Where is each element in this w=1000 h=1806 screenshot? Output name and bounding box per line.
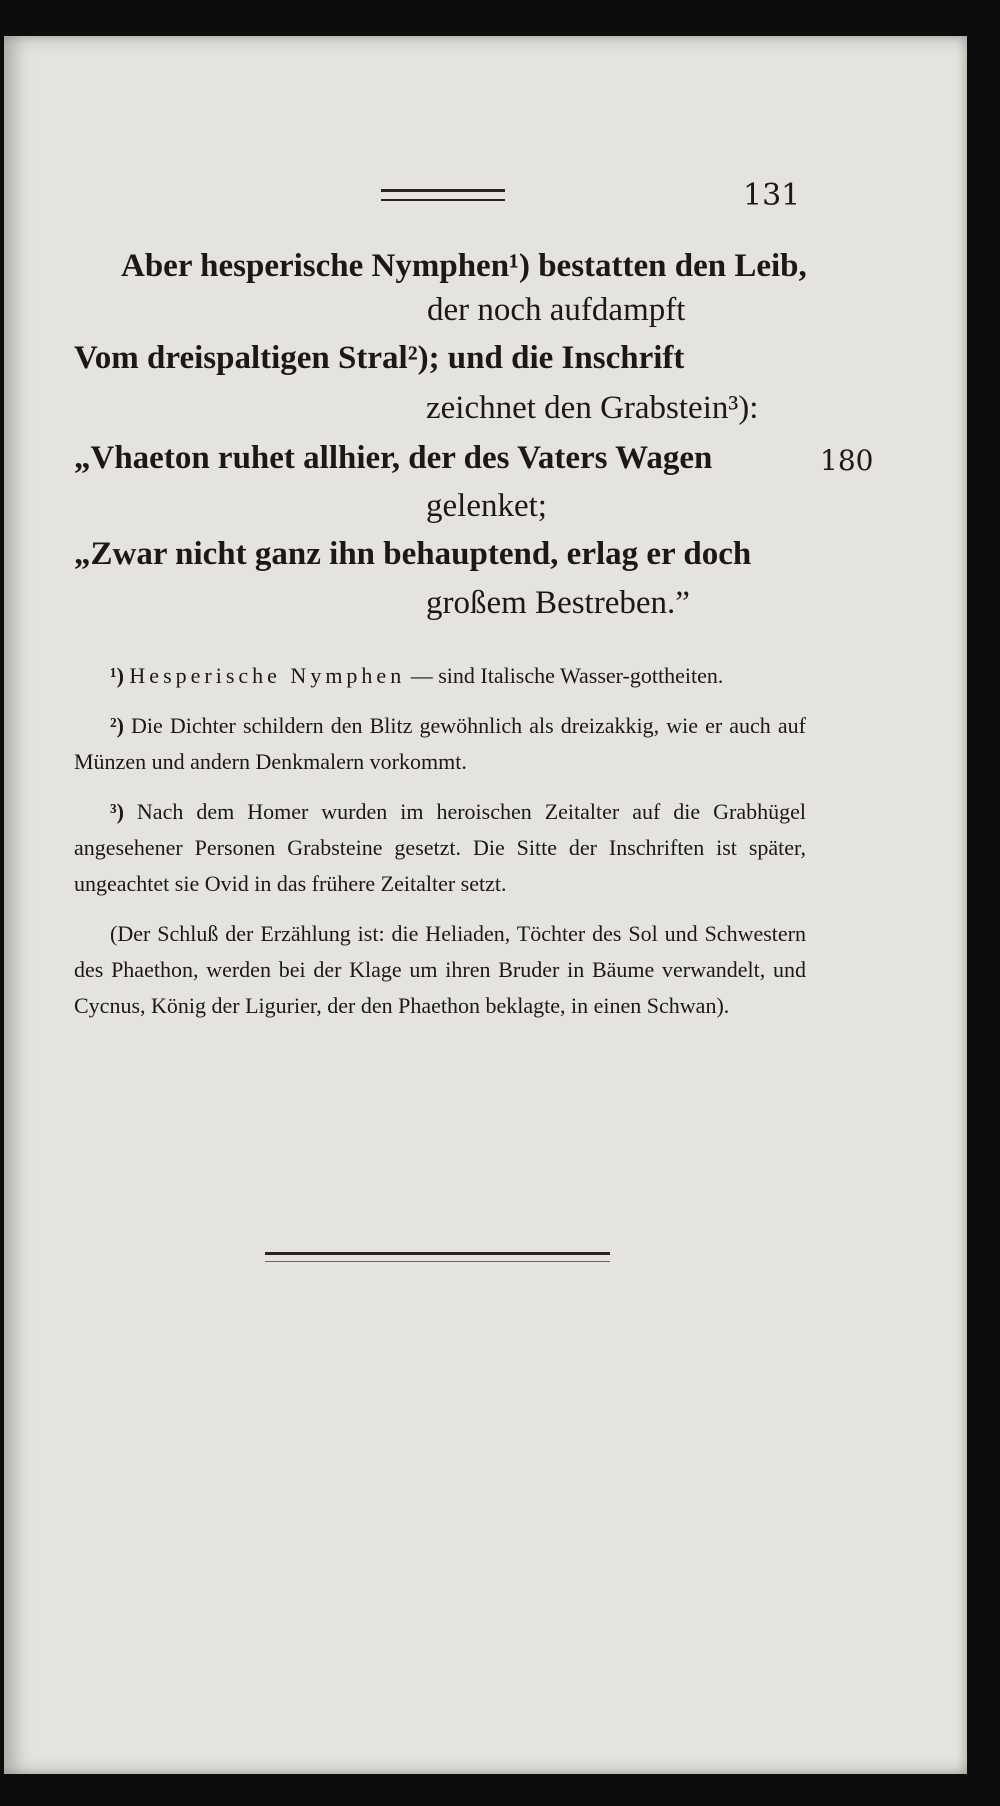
footnote-text: Die Dichter schildern den Blitz gewöhnlich als dreizakkig, wie er auch auf Münzen und andern Denkmalern vorkommt. xyxy=(74,713,806,774)
verse-line-1: Aber hesperische Nymphen¹) bestatten den Leib, xyxy=(121,248,807,284)
verse-line-2: der noch aufdampft xyxy=(427,292,686,328)
footnote-2 xyxy=(74,708,806,780)
header-rule xyxy=(381,189,505,201)
verse-line-6: gelenket; xyxy=(426,488,547,524)
footnote-mark: ³) xyxy=(110,799,124,824)
footnote-text: — sind Italische Wasser-gottheiten. xyxy=(410,663,724,688)
footnote-3 xyxy=(74,794,806,902)
footnote-term: Hesperische Nymphen xyxy=(129,663,406,688)
verse-line-8: großem Bestreben.” xyxy=(426,585,690,621)
verse-line-7: „Zwar nicht ganz ihn behauptend, erlag er doch xyxy=(74,536,752,572)
footnote-mark: ¹) xyxy=(110,663,124,688)
end-rule xyxy=(265,1252,610,1262)
footnotes xyxy=(74,658,806,1038)
footnote-summary xyxy=(74,916,806,1024)
footnote-1 xyxy=(74,658,806,694)
footnote-text: Nach dem Homer wurden im heroischen Zeitalter auf die Grabhügel angesehener Personen Grabsteine gesetzt. Die Sitte der Inschriften ist später, ungeachtet sie Ovid in das frühere Zeitalter setzt. xyxy=(74,799,807,896)
verse-line-4: zeichnet den Grabstein³): xyxy=(426,390,759,426)
verse-line-5: „Vhaeton ruhet allhier, der des Vaters Wagen xyxy=(74,440,713,476)
verse-line-3: Vom dreispaltigen Stral²); und die Inschrift xyxy=(74,340,685,376)
footnote-mark: ²) xyxy=(110,713,124,738)
page-number: 131 xyxy=(743,178,801,213)
line-number: 180 xyxy=(820,444,874,477)
footnote-text: (Der Schluß der Erzählung ist: die Heliaden, Töchter des Sol und Schwestern des Phaethon, werden bei der Klage um ihren Bruder in Bäume verwandelt, und Cycnus, König der Ligurier, der den Phaethon beklagte, in einen Schwan). xyxy=(74,921,806,1018)
